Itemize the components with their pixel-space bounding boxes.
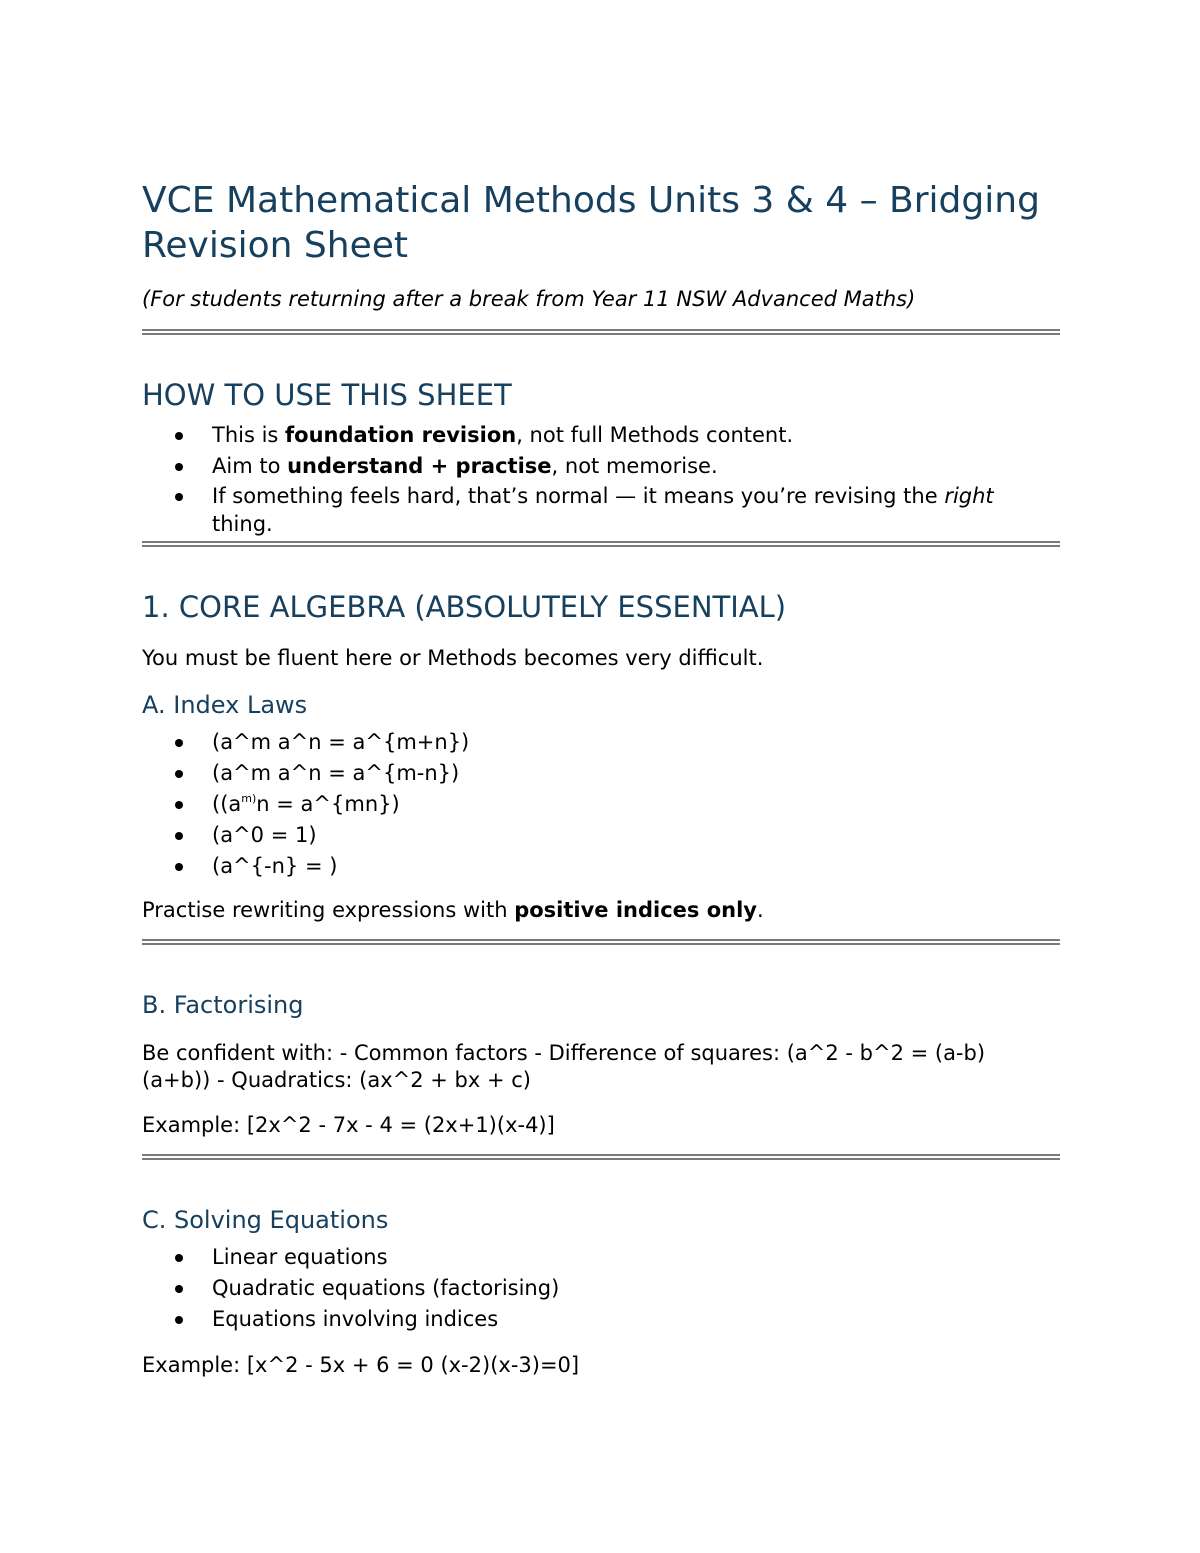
list-item: (a^m a^n = a^{m+n}) (142, 727, 469, 758)
list-item: (a^{-n} = ) (142, 851, 469, 882)
list-item: Equations involving indices (142, 1304, 559, 1335)
how-to-list (142, 420, 1060, 538)
index-laws-heading: A. Index Laws (142, 691, 308, 719)
factorising-example: Example: [2x^2 - 7x - 4 = (2x+1)(x-4)] (142, 1113, 555, 1137)
factorising-text: Be confident with: - Common factors - Difference of squares: (a^2 - b^2 = (a-b)(a+b)) - Quadratics: (ax^2 + bx + c) (142, 1041, 986, 1092)
list-item: (($a^{m)}n$ = a^{mn}) (142, 789, 469, 820)
list-item: Linear equations (142, 1242, 559, 1273)
list-item: This is foundation revision, not full Methods content. (142, 420, 1060, 451)
factorising-heading: B. Factorising (142, 991, 304, 1019)
horizontal-rule (142, 1154, 1060, 1160)
core-algebra-heading: 1. CORE ALGEBRA (ABSOLUTELY ESSENTIAL) (142, 590, 787, 624)
solving-heading: C. Solving Equations (142, 1206, 389, 1234)
document-title: VCE Mathematical Methods Units 3 & 4 – Bridging Revision Sheet (142, 180, 1040, 266)
list-item: (a^0 = 1) (142, 820, 469, 851)
how-to-heading: HOW TO USE THIS SHEET (142, 378, 512, 412)
core-algebra-intro: You must be fluent here or Methods becomes very difficult. (142, 646, 764, 670)
document-subtitle: (For students returning after a break from Year 11 NSW Advanced Maths) (142, 287, 916, 311)
list-item: Quadratic equations (factorising) (142, 1273, 559, 1304)
solving-list (142, 1242, 559, 1335)
horizontal-rule (142, 939, 1060, 945)
horizontal-rule (142, 541, 1060, 547)
index-laws-note: Practise rewriting expressions with positive indices only. (142, 898, 764, 922)
list-item: If something feels hard, that’s normal — it means you’re revising the right thing. (142, 482, 1060, 538)
solving-example: Example: [x^2 - 5x + 6 = 0 (x-2)(x-3)=0] (142, 1353, 580, 1377)
list-item: Aim to understand + practise, not memorise. (142, 451, 1060, 482)
index-laws-list (142, 727, 469, 882)
horizontal-rule (142, 329, 1060, 335)
list-item: (a^m a^n = a^{m-n}) (142, 758, 469, 789)
